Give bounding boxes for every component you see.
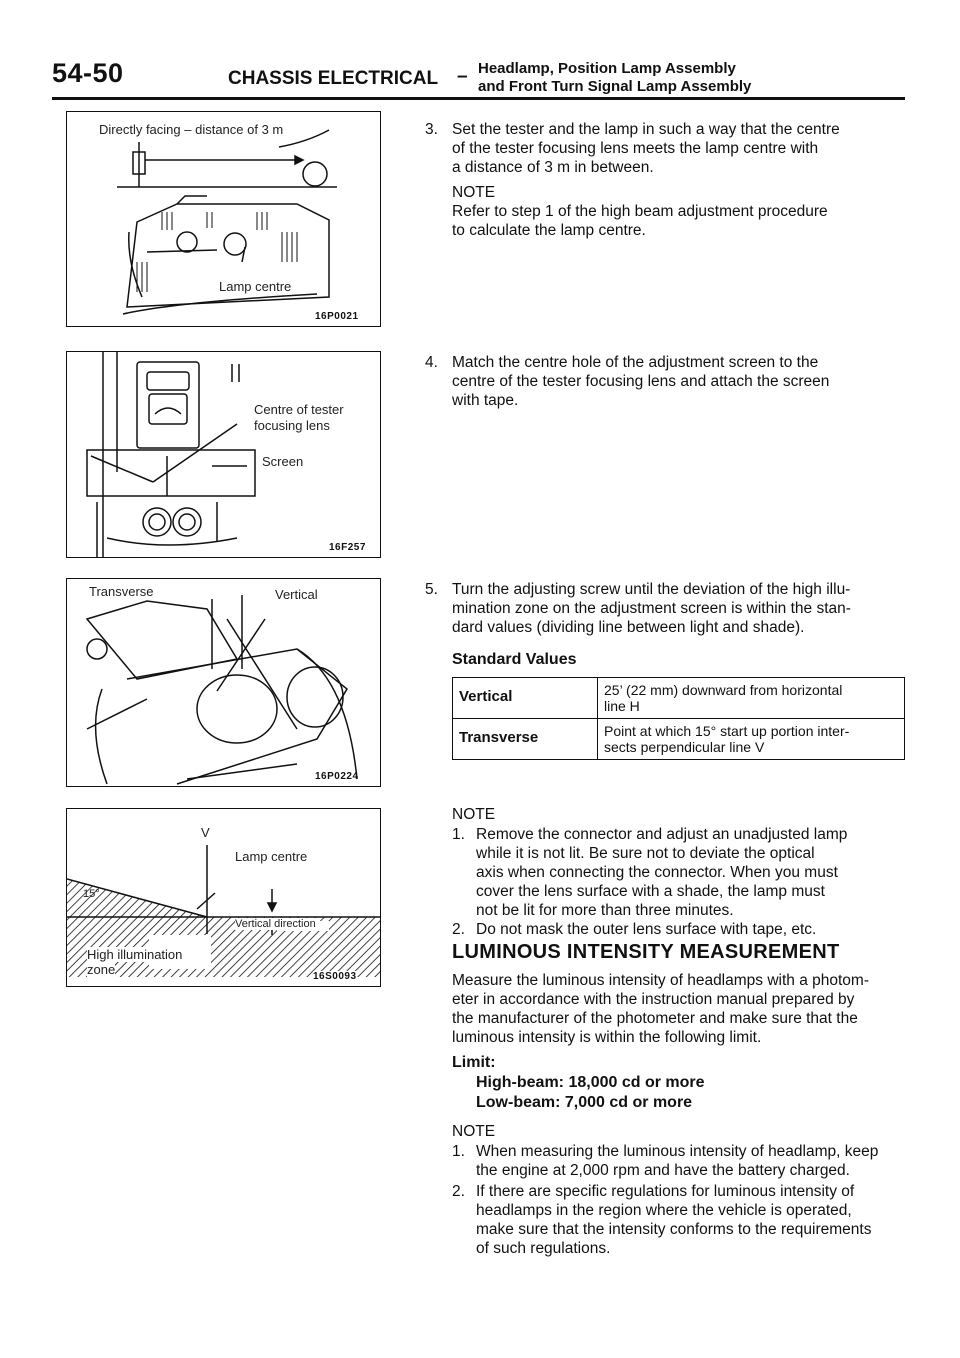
note-1-title: NOTE [452,184,496,201]
fig4-code: 16S0093 [313,971,357,982]
table-value [598,678,905,719]
note-1 [452,183,828,240]
table-row [453,719,905,760]
page-number: 54-50 [52,58,124,88]
table-key: Transverse [453,719,598,760]
note-2-item-2-number: 2. [452,921,465,938]
fig4-label-vertical-direction: Vertical direction [235,918,316,930]
note-1-line: Refer to step 1 of the high beam adjustment procedure [452,203,828,220]
note-3-item-2-number: 2. [452,1183,465,1200]
table-value-line: sects perpendicular line V [604,739,765,755]
step-5-line: dard values (dividing line between light and shade). [452,619,805,636]
step-3-line: of the tester focusing lens meets the lamp centre with [452,140,819,157]
step-4-line: centre of the tester focusing lens and attach the screen [452,373,830,390]
step-4-number: 4. [425,354,438,371]
note-2-item-1-number: 1. [452,826,465,843]
step-3-number: 3. [425,121,438,138]
note-2-line: axis when connecting the connector. When you must [476,864,838,881]
figure-tester-screen [66,351,381,558]
fig4-label-angle: 15° [83,888,100,900]
step-5-line: Turn the adjusting screw until the deviation of the high illu- [452,581,851,598]
figure-illumination-zone [66,808,381,987]
fig2-label-screen: Screen [262,454,304,469]
standard-values-title: Standard Values [452,651,577,668]
fig4-label-lamp-centre: Lamp centre [235,849,308,864]
note-3-item-2 [476,1182,871,1258]
note-3-item-1 [476,1142,878,1180]
limit-title: Limit: [452,1054,496,1071]
step-3-line: a distance of 3 m in between. [452,159,654,176]
note-2-item-1 [476,825,847,920]
note-3-line: headlamps in the region where the vehicle is operated, [476,1202,852,1219]
note-2-line: cover the lens surface with a shade, the lamp must [476,883,825,900]
note-3-line: the engine at 2,000 rpm and have the battery charged. [476,1162,850,1179]
standard-values-table [452,677,905,760]
fig4-label-high-2: zone [87,962,116,977]
fig1-label-lamp-centre: Lamp centre [219,279,292,294]
table-key: Vertical [453,678,598,719]
limit-high-beam: High-beam: 18,000 cd or more [476,1074,705,1091]
note-3-line: When measuring the luminous intensity of headlamp, keep [476,1143,879,1160]
luminous-text [452,971,869,1047]
luminous-line: eter in accordance with the instruction manual prepared by [452,991,855,1008]
figure-adjusting-screws-drawing [67,579,380,786]
fig2-label-centre-2: focusing lens [254,418,330,433]
header-rule [52,97,905,100]
fig1-code: 16P0021 [315,311,359,322]
luminous-line: luminous intensity is within the following limit. [452,1029,762,1046]
fig4-label-high-1: High illumination [87,947,183,962]
note-2-line: Remove the connector and adjust an unadjusted lamp [476,826,848,843]
section-subtitle-1: Headlamp, Position Lamp Assembly [478,60,736,77]
section-dash: – [457,66,468,87]
fig2-label-centre-1: Centre of tester [254,402,344,417]
fig3-label-transverse: Transverse [89,584,154,599]
luminous-line: Measure the luminous intensity of headlamps with a photom- [452,972,869,989]
note-3-line: make sure that the intensity conforms to the requirements [476,1221,872,1238]
note-3-line: If there are specific regulations for luminous intensity of [476,1183,855,1200]
table-value-line: Point at which 15° start up portion inter- [604,723,850,739]
step-4-line: Match the centre hole of the adjustment screen to the [452,354,819,371]
step-3-line: Set the tester and the lamp in such a way that the centre [452,121,840,138]
limit-low-beam: Low-beam: 7,000 cd or more [476,1094,693,1111]
step-5-line: mination zone on the adjustment screen is within the stan- [452,600,851,617]
table-value [598,719,905,760]
section-subtitle-2: and Front Turn Signal Lamp Assembly [478,78,752,95]
section-title: CHASSIS ELECTRICAL [228,68,439,89]
fig1-label-distance: Directly facing – distance of 3 m [99,122,284,137]
note-3-item-1-number: 1. [452,1143,465,1160]
table-value-line: 25’ (22 mm) downward from horizontal [604,682,843,698]
fig3-code: 16P0224 [315,771,359,782]
note-3-title: NOTE [452,1123,496,1140]
note-2-line: while it is not lit. Be sure not to deviate the optical [476,845,815,862]
note-2-title: NOTE [452,806,496,823]
step-4-line: with tape. [452,392,519,409]
table-value-line: line H [604,698,640,714]
step-3-text [452,120,840,177]
fig2-code: 16F257 [329,542,366,553]
luminous-line: the manufacturer of the photometer and make sure that the [452,1010,858,1027]
step-4-text [452,353,829,410]
table-row [453,678,905,719]
figure-tester-screen-drawing [67,352,380,557]
step-5-text [452,580,851,637]
fig3-label-vertical: Vertical [275,587,318,602]
figure-tester-distance [66,111,381,327]
note-1-line: to calculate the lamp centre. [452,222,646,239]
fig4-label-v: V [201,825,210,840]
step-5-number: 5. [425,581,438,598]
note-2-line: not be lit for more than three minutes. [476,902,734,919]
note-2-item-2: Do not mask the outer lens surface with tape, etc. [476,921,817,938]
figure-adjusting-screws [66,578,381,787]
note-3-line: of such regulations. [476,1240,611,1257]
luminous-heading: LUMINOUS INTENSITY MEASUREMENT [452,941,840,963]
